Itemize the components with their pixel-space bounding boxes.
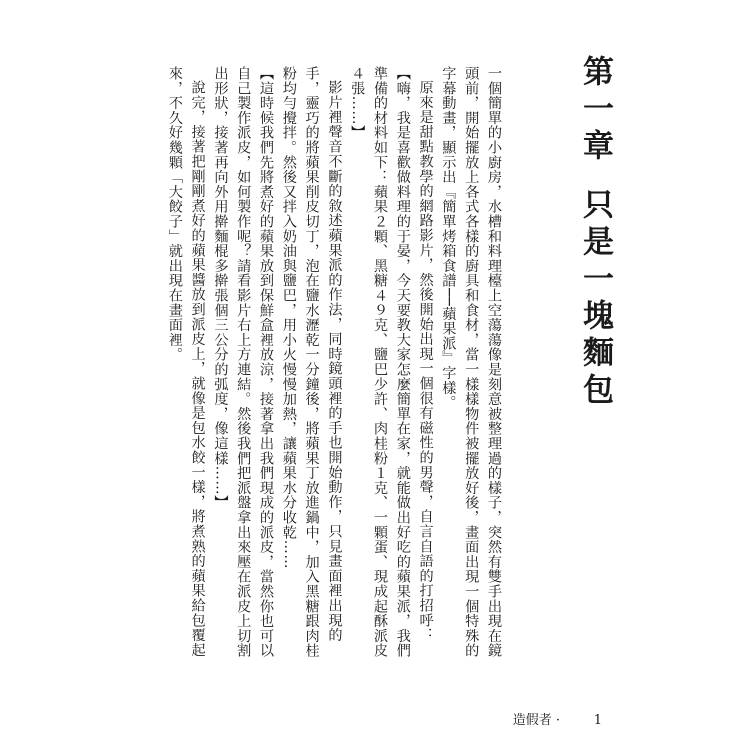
page-number: 1	[593, 713, 602, 728]
chapter-number-label: 第一章	[577, 55, 613, 166]
body-text	[35, 66, 505, 666]
paragraph: 原來是甜點教學的網路影片，然後開始出現一個很有磁性的男聲，自言自語的打招呼：	[417, 80, 434, 643]
paragraph: 一個簡單的小廚房，水槽和料理檯上空蕩蕩像是刻意被整理過的樣子，突然有雙手出現在鏡頭前，開始擺放上各式各樣的廚具和食材，當一樣樣物件被擺放好後，畫面出現一個特殊的字幕動畫，顯示出『簡單烤箱食譜──蘋果派』字樣。	[440, 66, 502, 658]
paragraph: 【這時候我們先將煮好的蘋果放到保鮮盒裡放涼，接著拿出我們現成的派皮，當然你也可以自己製作派皮，如何製作呢？請看影片右上方連結。然後我們把派盤拿出來壓在派皮上切割出形狀，接著再向外用擀麵棍多擀張個三公分的弧度，像這樣……】	[212, 66, 275, 658]
paragraph: 影片裡聲音不斷的敘述蘋果派的作法，同時鏡頭裡的手也開始動作，只見畫面裡出現的手，靈巧的將蘋果削皮切丁，泡在鹽水瀝乾一分鐘後，將蘋果丁放進鍋中，加入黑糖跟肉桂粉均勻攪拌。然後又拌入奶油與鹽巴，用小火慢慢加熱，讓蘋果水分收乾……	[280, 66, 343, 658]
running-footer-title: 造假者 ·	[512, 713, 560, 728]
chapter-title	[577, 55, 613, 410]
paragraph: 說完，接著把剛剛煮好的蘋果醬放到派皮上，就像是包水餃一樣，將煮熟的蘋果給包覆起來，不久好幾顆「大餃子」就出現在畫面裡。	[166, 66, 206, 658]
chapter-title-text: 只是一塊麵包	[577, 188, 613, 410]
paragraph: 【嗨，我是喜歡做料理的于晏，今天要教大家怎麼簡單在家，就能做出好吃的蘋果派，我們準備的材料如下：蘋果２顆、黑糖４９克、鹽巴少許、肉桂粉１克、一顆蛋、現成起酥派皮４張……】	[349, 66, 411, 658]
